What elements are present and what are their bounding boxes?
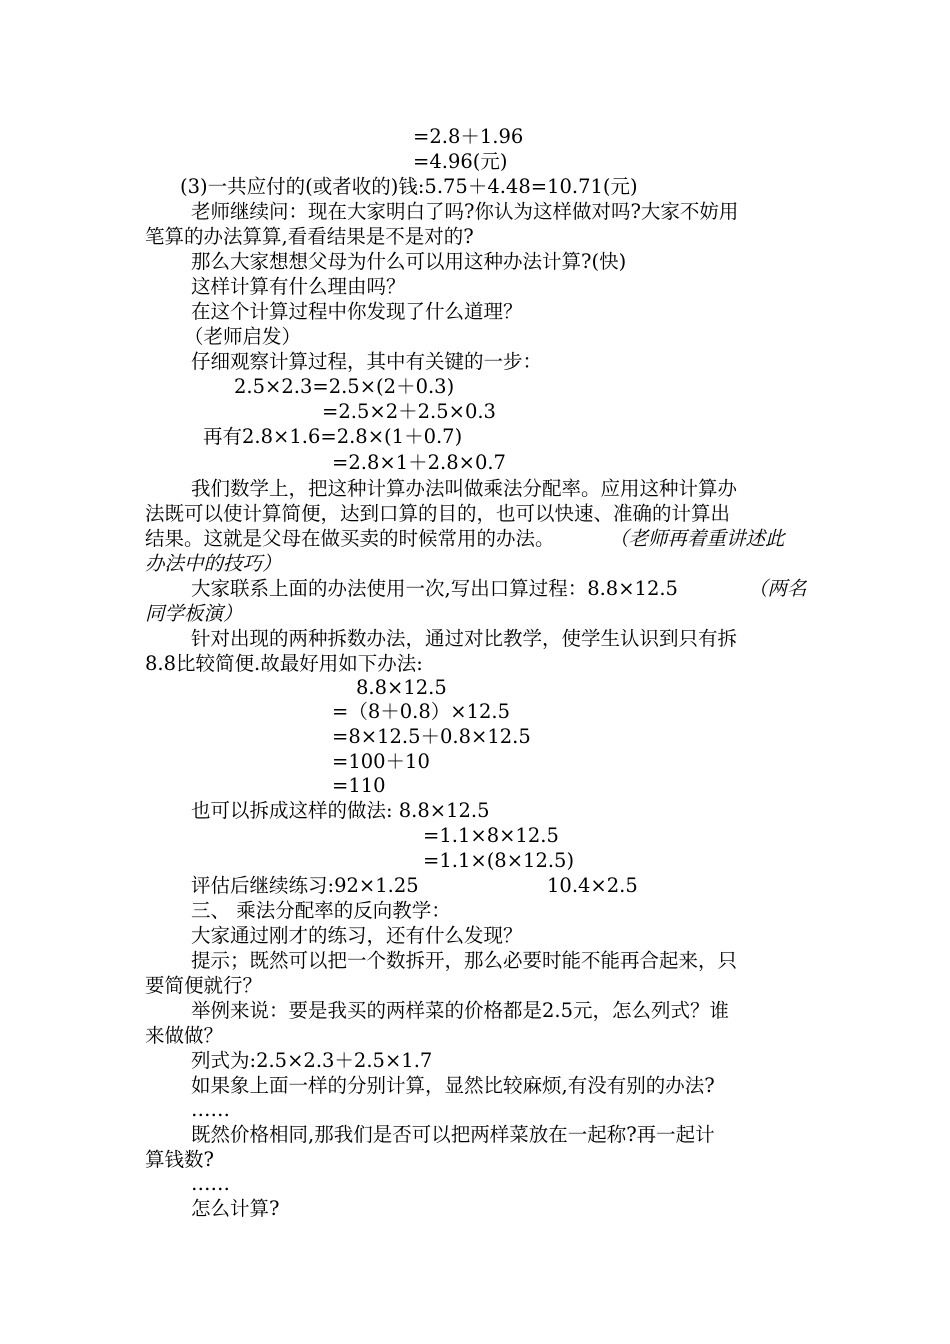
text-line: 笔算的办法算算,看看结果是不是对的? bbox=[145, 225, 474, 248]
text-line: （老师启发） bbox=[184, 325, 302, 348]
text-line: 大家通过刚才的练习，还有什么发现？ bbox=[191, 924, 523, 947]
text-line: 这样计算有什么理由吗？ bbox=[191, 275, 406, 298]
text-line: 8.8比较简便.故最好用如下办法: bbox=[145, 652, 423, 675]
text-line: 我们数学上，把这种计算办法叫做乘法分配率。应用这种计算办 bbox=[191, 477, 738, 500]
text-line: (3)一共应付的(或者收的)钱:5.75＋4.48=10.71(元) bbox=[180, 175, 638, 198]
calc-line: 再有2.8×1.6=2.8×(1＋0.7) bbox=[203, 425, 463, 448]
text-line: 大家联系上面的办法使用一次,写出口算过程：8.8×12.5 bbox=[191, 577, 678, 600]
calc-line: =100＋10 bbox=[332, 750, 430, 773]
text-line: 列式为:2.5×2.3＋2.5×1.7 bbox=[191, 1049, 433, 1072]
text-line: 结果。这就是父母在做买卖的时候常用的办法。 bbox=[145, 527, 555, 550]
text-line: 举例来说：要是我买的两样菜的价格都是2.5元，怎么列式？谁 bbox=[191, 999, 730, 1022]
ellipsis: …… bbox=[191, 1172, 230, 1195]
teacher-note: （两名 bbox=[748, 577, 807, 600]
exercise-line: 评估后继续练习:92×1.25 bbox=[191, 874, 419, 897]
teacher-note: 办法中的技巧） bbox=[145, 552, 282, 575]
calc-line: =（8＋0.8）×12.5 bbox=[332, 700, 511, 723]
text-line: 针对出现的两种拆数办法，通过对比教学，使学生认识到只有拆 bbox=[191, 627, 738, 650]
calc-line: =2.8＋1.96 bbox=[413, 125, 524, 148]
calc-line: =8×12.5＋0.8×12.5 bbox=[332, 725, 531, 748]
teacher-note: 同学板演） bbox=[145, 602, 243, 625]
teacher-note: （老师再着重讲述此 bbox=[609, 527, 785, 550]
text-line: 既然价格相同,那我们是否可以把两样菜放在一起称?再一起计 bbox=[191, 1123, 715, 1146]
text-line: 怎么计算? bbox=[191, 1197, 280, 1220]
exercise-line: 10.4×2.5 bbox=[547, 874, 638, 897]
calc-line: 2.5×2.3=2.5×(2＋0.3) bbox=[234, 375, 455, 398]
text-line: 法既可以使计算简便，达到口算的目的，也可以快速、准确的计算出 bbox=[145, 502, 731, 525]
section-heading: 三、 乘法分配率的反向教学： bbox=[191, 899, 451, 922]
calc-line: =4.96(元) bbox=[413, 150, 508, 173]
text-line: 老师继续问：现在大家明白了吗?你认为这样做对吗?大家不妨用 bbox=[191, 200, 739, 223]
calc-line: =110 bbox=[332, 774, 386, 797]
calc-line: =2.8×1＋2.8×0.7 bbox=[332, 451, 506, 474]
text-line: 在这个计算过程中你发现了什么道理？ bbox=[191, 300, 523, 323]
text-line: 那么大家想想父母为什么可以用这种办法计算?(快) bbox=[191, 250, 627, 273]
text-line: 来做做？ bbox=[145, 1024, 224, 1047]
text-line: 提示；既然可以把一个数拆开，那么必要时能不能再合起来，只 bbox=[191, 949, 738, 972]
calc-line: =1.1×8×12.5 bbox=[423, 824, 559, 847]
calc-line: =2.5×2＋2.5×0.3 bbox=[322, 400, 496, 423]
text-line: 仔细观察计算过程，其中有关键的一步： bbox=[191, 350, 543, 373]
text-line: 也可以拆成这样的做法: 8.8×12.5 bbox=[191, 799, 490, 822]
calc-line: =1.1×(8×12.5) bbox=[423, 849, 575, 872]
calc-line: 8.8×12.5 bbox=[356, 676, 447, 699]
text-line: 如果象上面一样的分别计算，显然比较麻烦,有没有别的办法? bbox=[191, 1074, 715, 1097]
ellipsis: …… bbox=[191, 1098, 230, 1121]
text-line: 要简便就行？ bbox=[145, 974, 263, 997]
text-line: 算钱数? bbox=[145, 1148, 214, 1171]
